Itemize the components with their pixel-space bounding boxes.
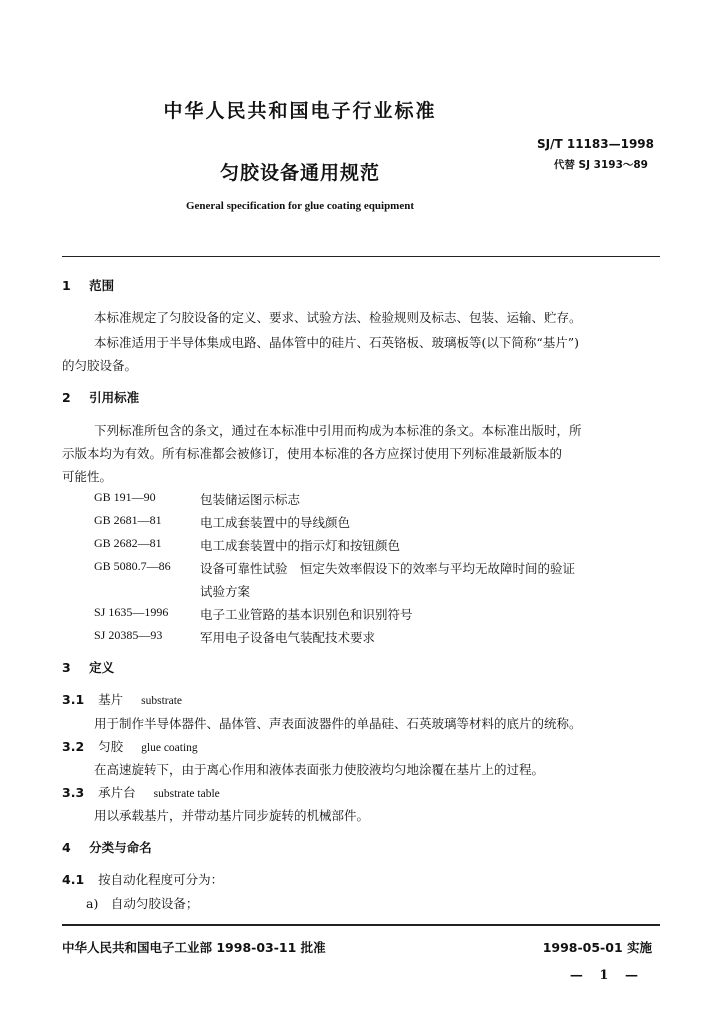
document-title: 匀胶设备通用规范	[219, 162, 380, 184]
clause-text: 按自动化程度可分为：	[98, 872, 224, 887]
definition-text: 用于制作半导体器件、晶体管、声表面波器件的单晶硅、石英玻璃等材料的底片的统称。	[94, 716, 582, 731]
definition-3-2	[62, 737, 198, 755]
section-title: 引用标准	[89, 390, 140, 405]
section-title: 定义	[89, 660, 115, 675]
footer-rule	[62, 924, 660, 926]
ref-code: SJ 1635—1996	[94, 605, 169, 619]
list-item: a) 自动匀胶设备；	[86, 896, 199, 911]
paragraph: 的匀胶设备。	[62, 358, 138, 373]
section-4-heading	[62, 838, 152, 856]
section-number: 4	[62, 840, 71, 855]
section-1-heading	[62, 276, 114, 294]
definition-text: 用以承载基片，并带动基片同步旋转的机械部件。	[94, 808, 370, 823]
clause-4-1	[62, 870, 223, 888]
section-number: 2	[62, 390, 71, 405]
clause-number: 3.3	[62, 785, 85, 800]
page-number: — 1 —	[569, 968, 644, 983]
standard-number: SJ/T 11183—1998	[537, 137, 654, 151]
clause-number: 4.1	[62, 872, 85, 887]
ref-title: 电工成套装置中的指示灯和按钮颜色	[200, 538, 401, 553]
paragraph: 本标准规定了匀胶设备的定义、要求、试验方法、检验规则及标志、包装、运输、贮存。	[94, 310, 582, 325]
ref-title: 包装储运图示标志	[200, 492, 301, 507]
term-english: substrate	[141, 695, 183, 707]
issuing-authority-title: 中华人民共和国电子行业标准	[163, 100, 437, 122]
approval-line: 中华人民共和国电子工业部 1998-03-11 批准	[62, 940, 326, 955]
term-english: glue coating	[141, 742, 198, 754]
definition-text: 在高速旋转下，由于离心作用和液体表面张力使胶液均匀地涂覆在基片上的过程。	[94, 762, 545, 777]
section-2-heading	[62, 388, 139, 406]
definition-3-1	[62, 690, 182, 708]
ref-code: GB 191—90	[94, 490, 156, 504]
ref-code: SJ 20385—93	[94, 628, 163, 642]
paragraph: 示版本均为有效。所有标准都会被修订，使用本标准的各方应探讨使用下列标准最新版本的	[62, 446, 563, 461]
implementation-date: 1998-05-01 实施	[542, 940, 652, 955]
section-title: 分类与命名	[89, 840, 152, 855]
term-english: substrate table	[153, 788, 220, 800]
ref-title-continued: 试验方案	[200, 584, 251, 599]
ref-code: GB 2681—81	[94, 513, 162, 527]
paragraph: 本标准适用于半导体集成电路、晶体管中的硅片、石英铬板、玻璃板等(以下简称“基片”)	[94, 335, 580, 350]
ref-title: 电工成套装置中的导线颜色	[200, 515, 351, 530]
replaces-standard: 代替 SJ 3193～89	[553, 159, 648, 171]
ref-title: 军用电子设备电气装配技术要求	[200, 630, 376, 645]
section-number: 1	[62, 278, 71, 293]
term: 基片	[98, 692, 124, 707]
header-rule	[62, 256, 660, 257]
english-title: General specification for glue coating equipment	[185, 200, 415, 212]
ref-title: 设备可靠性试验 恒定失效率假设下的效率与平均无故障时间的验证	[200, 561, 576, 576]
paragraph: 下列标准所包含的条文，通过在本标准中引用而构成为本标准的条文。本标准出版时，所	[94, 423, 582, 438]
section-title: 范围	[89, 278, 115, 293]
paragraph: 可能性。	[62, 469, 113, 484]
section-number: 3	[62, 660, 71, 675]
ref-code: GB 2682—81	[94, 536, 162, 550]
section-3-heading	[62, 658, 114, 676]
term: 承片台	[98, 785, 136, 800]
ref-title: 电子工业管路的基本识别色和识别符号	[200, 607, 413, 622]
term: 匀胶	[98, 739, 124, 754]
ref-code: GB 5080.7—86	[94, 559, 171, 573]
clause-number: 3.1	[62, 692, 85, 707]
definition-3-3	[62, 783, 220, 801]
clause-number: 3.2	[62, 739, 85, 754]
